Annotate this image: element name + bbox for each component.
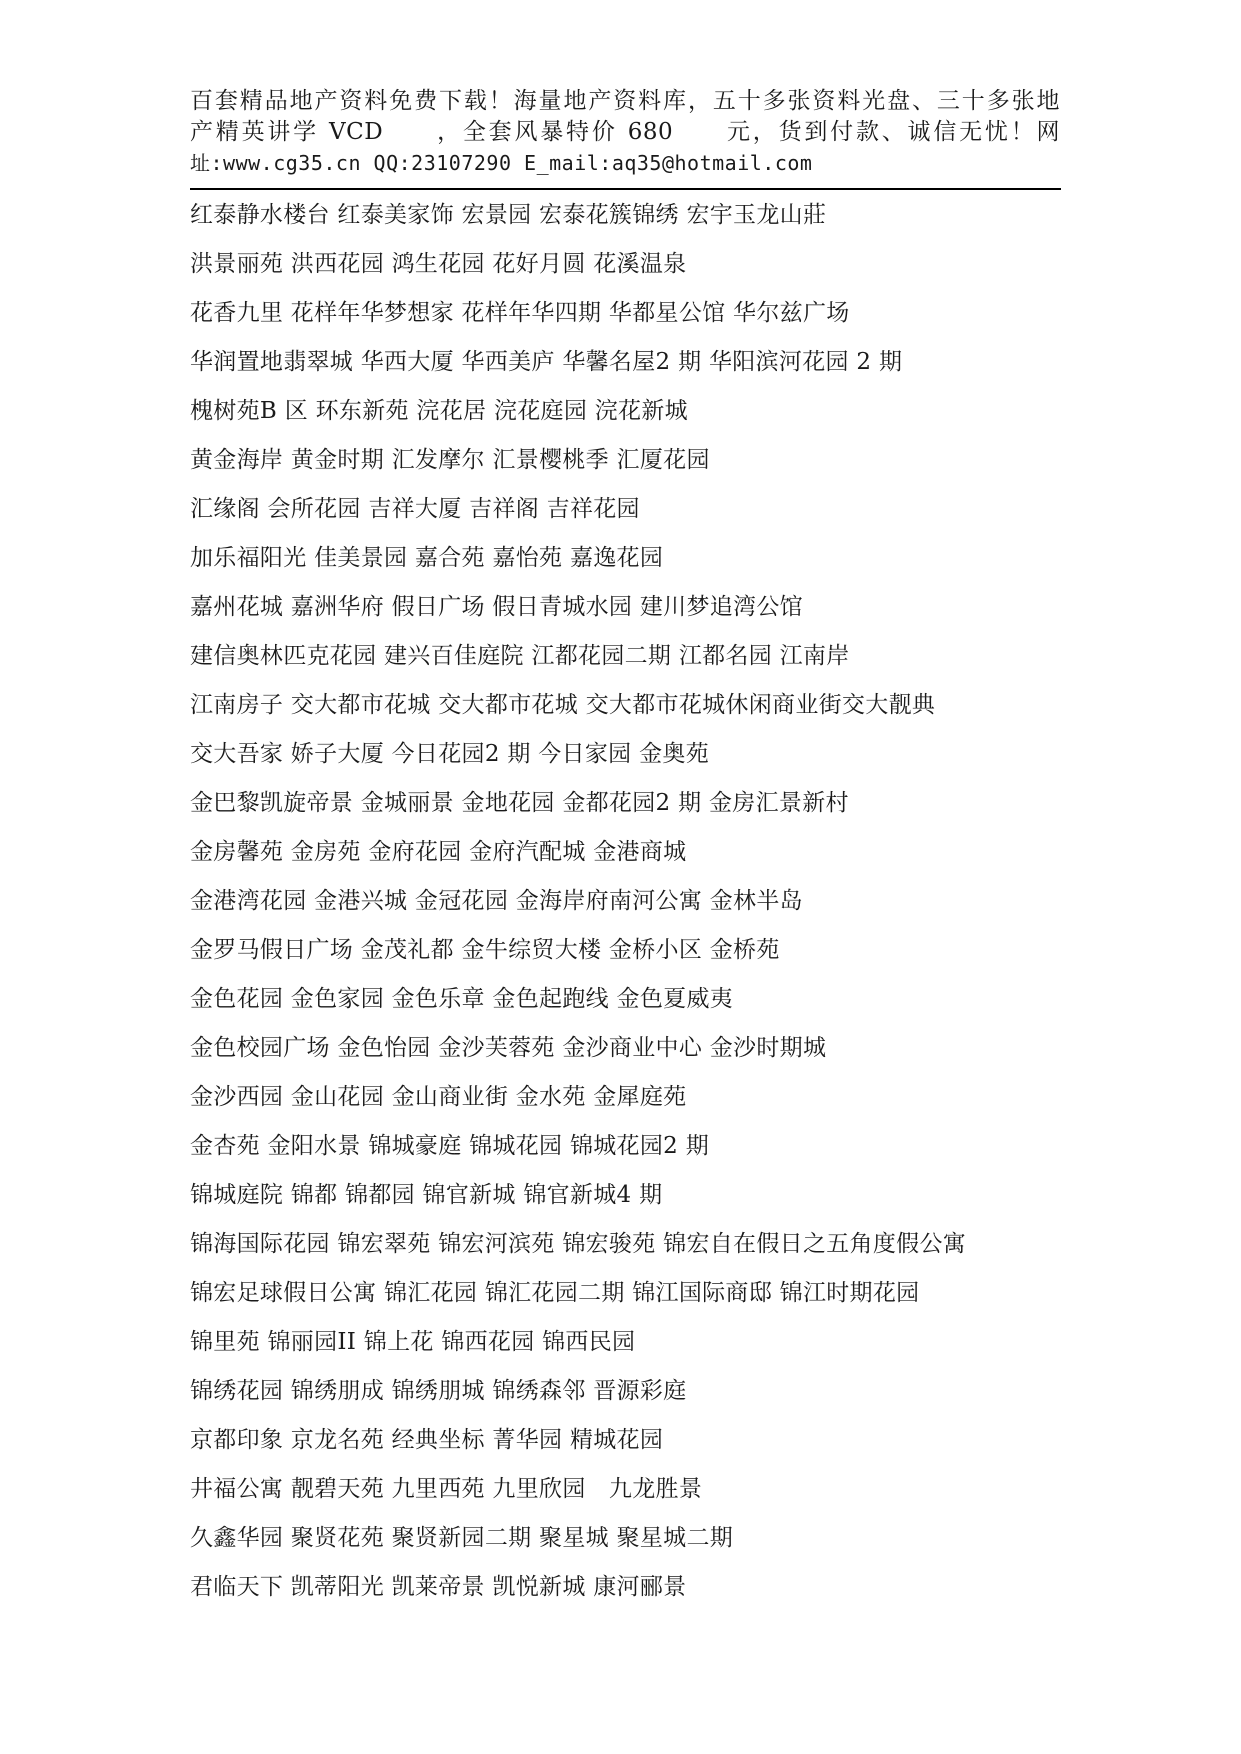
list-item: 金港湾花园 金港兴城 金冠花园 金海岸府南河公寓 金林半岛: [190, 888, 803, 914]
header-contact-text: 址:www.cg35.cn QQ:23107290 E_mail:aq35@hotmail.com: [190, 151, 813, 175]
header-line-2: 产精英讲学 VCD ，全套风暴特价 680 元，货到付款、诚信无忧！网: [190, 119, 1060, 145]
header-line-1: 百套精品地产资料免费下载！海量地产资料库，五十多张资料光盘、三十多张地: [190, 88, 1060, 114]
list-item: 金罗马假日广场 金茂礼都 金牛综贸大楼 金桥小区 金桥苑: [190, 937, 780, 963]
list-item: 金色校园广场 金色怡园 金沙芙蓉苑 金沙商业中心 金沙时期城: [190, 1035, 827, 1061]
list-item: 黄金海岸 黄金时期 汇发摩尔 汇景樱桃季 汇厦花园: [190, 447, 710, 473]
list-item: 井福公寓 靓碧天苑 九里西苑 九里欣园 九龙胜景: [190, 1476, 703, 1502]
list-item: 嘉州花城 嘉洲华府 假日广场 假日青城水园 建川梦追湾公馆: [190, 594, 803, 620]
list-item: 花香九里 花样年华梦想家 花样年华四期 华都星公馆 华尔兹广场: [190, 300, 850, 326]
list-item: 江南房子 交大都市花城 交大都市花城 交大都市花城休闲商业街交大靓典: [190, 692, 936, 718]
list-item: 槐树苑B 区 环东新苑 浣花居 浣花庭园 浣花新城: [190, 398, 688, 424]
list-item: 锦里苑 锦丽园II 锦上花 锦西花园 锦西民园: [190, 1329, 636, 1355]
list-item: 建信奥林匹克花园 建兴百佳庭院 江都花园二期 江都名园 江南岸: [190, 643, 850, 669]
list-item: 红泰静水楼台 红泰美家饰 宏景园 宏泰花簇锦绣 宏宇玉龙山莊: [190, 202, 827, 228]
list-item: 交大吾家 娇子大厦 今日花园2 期 今日家园 金奥苑: [190, 741, 709, 767]
list-item: 锦宏足球假日公寓 锦汇花园 锦汇花园二期 锦江国际商邸 锦江时期花园: [190, 1280, 920, 1306]
list-item: 华润置地翡翠城 华西大厦 华西美庐 华馨名屋2 期 华阳滨河花园 2 期: [190, 349, 903, 375]
list-item: 久鑫华园 聚贤花苑 聚贤新园二期 聚星城 聚星城二期: [190, 1525, 734, 1551]
list-item: 加乐福阳光 佳美景园 嘉合苑 嘉怡苑 嘉逸花园: [190, 545, 664, 571]
list-item: 锦绣花园 锦绣朋成 锦绣朋城 锦绣森邻 晋源彩庭: [190, 1378, 687, 1404]
page-header: [190, 86, 1060, 179]
header-line-3: [190, 148, 1060, 179]
list-item: 金杏苑 金阳水景 锦城豪庭 锦城花园 锦城花园2 期: [190, 1133, 709, 1159]
list-item: 金房馨苑 金房苑 金府花园 金府汽配城 金港商城: [190, 839, 687, 865]
list-item: 京都印象 京龙名苑 经典坐标 菁华园 精城花园: [190, 1427, 664, 1453]
header-divider: [190, 188, 1061, 190]
list-item: 金色花园 金色家园 金色乐章 金色起跑线 金色夏威夷: [190, 986, 734, 1012]
list-item: 金巴黎凯旋帝景 金城丽景 金地花园 金都花园2 期 金房汇景新村: [190, 790, 849, 816]
list-item: 金沙西园 金山花园 金山商业街 金水苑 金犀庭苑: [190, 1084, 687, 1110]
list-item: 汇缘阁 会所花园 吉祥大厦 吉祥阁 吉祥花园: [190, 496, 640, 522]
list-item: 君临天下 凯蒂阳光 凯莱帝景 凯悦新城 康河郦景: [190, 1574, 687, 1600]
list-item: 洪景丽苑 洪西花园 鸿生花园 花好月圆 花溪温泉: [190, 251, 687, 277]
list-item: 锦城庭院 锦都 锦都园 锦官新城 锦官新城4 期: [190, 1182, 663, 1208]
list-item: 锦海国际花园 锦宏翠苑 锦宏河滨苑 锦宏骏苑 锦宏自在假日之五角度假公寓: [190, 1231, 967, 1257]
property-list: [190, 196, 1070, 1617]
